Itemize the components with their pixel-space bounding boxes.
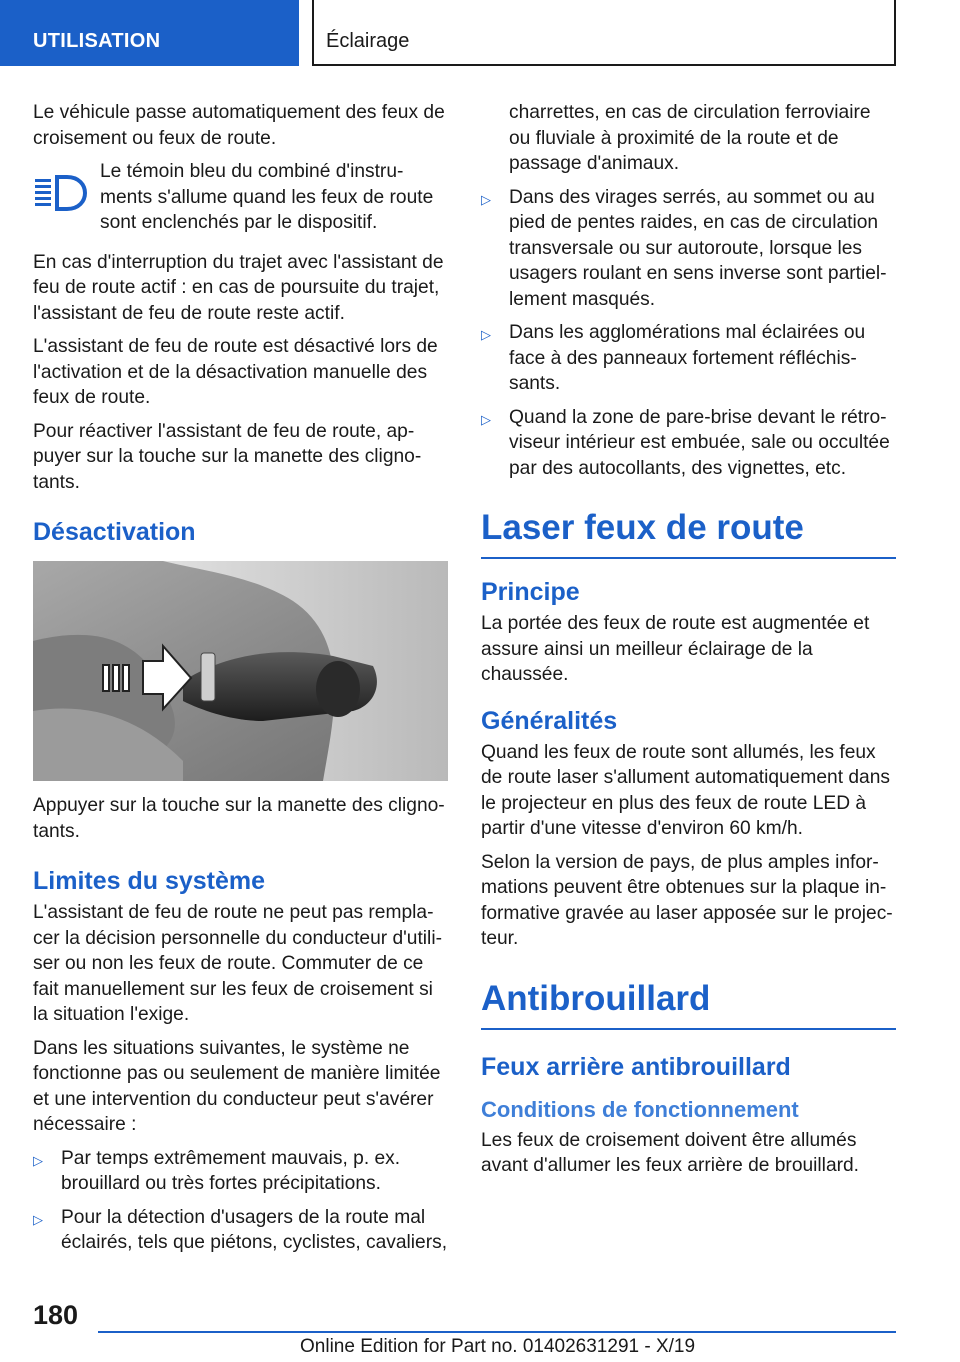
right-column: [481, 100, 896, 1187]
bullet-icon: ▷: [481, 191, 491, 207]
paragraph: Selon la version de pays, de plus amples infor-mations peuvent être obtenues sur la plaque in-formative gravée au laser apposée sur le projec-teur.: [481, 851, 893, 949]
photo-caption: Appuyer sur la touche sur la manette des cligno-tants.: [33, 795, 445, 842]
list-item: ▷ Quand la zone de pare-brise devant le rétro-viseur intérieur est embuée, sale ou occultée par des autocollants, des vignettes, etc.: [481, 405, 896, 482]
footer-edition: Online Edition for Part no. 01402631291 - X/19: [300, 1336, 696, 1357]
heading-feux-arriere: Feux arrière antibrouillard: [481, 1052, 791, 1081]
paragraph: Le véhicule passe automatiquement des feux de croisement ou feux de route.: [33, 102, 445, 149]
heading-limites: Limites du système: [33, 867, 266, 895]
paragraph: Dans les situations suivantes, le système ne fonctionne pas ou seulement de manière limitée et une intervention du conducteur peut s'avérer nécessaire :: [33, 1037, 441, 1135]
paragraph: En cas d'interruption du trajet avec l'assistant de feu de route actif : en cas de poursuite du trajet, l'assistant de feu de route reste actif.: [33, 251, 444, 324]
paragraph: La portée des feux de route est augmentée et assure ainsi un meilleur éclairage de la chaussée.: [481, 613, 870, 685]
bullet-icon: ▷: [33, 1211, 43, 1227]
page-title: Éclairage: [312, 0, 896, 66]
bullet-icon: ▷: [481, 411, 491, 427]
left-column: [33, 100, 448, 1264]
high-beam-assist-icon: [33, 173, 93, 213]
heading-conditions: Conditions de fonctionnement: [481, 1096, 799, 1122]
bullet-icon: ▷: [481, 327, 491, 342]
list-item-continued: charrettes, en cas de circulation ferroviaire ou fluviale à proximité de la route et de passage d'animaux.: [509, 102, 871, 174]
bullet-icon: ▷: [33, 1152, 43, 1168]
footer-divider: [98, 1331, 896, 1333]
heading-antibrouillard: Antibrouillard: [481, 978, 896, 1030]
paragraph: Quand les feux de route sont allumés, les feux de route laser s'allument automatiquement dans le projecteur en plus des feux de route LED à partir d'une vitesse d'environ 60 km/h.: [481, 741, 890, 839]
heading-laser: Laser feux de route: [481, 507, 896, 559]
heading-generalites: Généralités: [481, 706, 618, 735]
paragraph: Les feux de croisement doivent être allumés avant d'allumer les feux arrière de brouillard.: [481, 1129, 860, 1176]
paragraph: L'assistant de feu de route ne peut pas rempla-cer la décision personnelle du conducteur d'utili-ser ou non les feux de route. Commuter de ce fait manuellement sur les feux de croisement si la situation l'exige.: [33, 902, 442, 1025]
heading-desactivation: Désactivation: [33, 518, 196, 546]
list-item: ▷ Dans les agglomérations mal éclairées ou face à des panneaux fortement réfléchis-sants.: [481, 320, 896, 397]
indicator-text: Le témoin bleu du combiné d'instru-ments s'allume quand les feux de route sont enclenchés par le dispositif.: [100, 161, 434, 233]
paragraph: L'assistant de feu de route est désactivé lors de l'activation et de la désactivation manuelle des feux de route.: [33, 336, 438, 408]
section-tab: UTILISATION: [0, 0, 299, 66]
stalk-button-photo: [33, 561, 448, 781]
page-number: 180: [33, 1300, 79, 1330]
indicator-note: [33, 159, 448, 236]
list-item: ▷ Par temps extrêmement mauvais, p. ex. brouillard ou très fortes précipitations.: [33, 1146, 448, 1197]
paragraph: Pour réactiver l'assistant de feu de route, ap-puyer sur la touche sur la manette des cligno-tants.: [33, 420, 422, 493]
list-item: ▷ Dans des virages serrés, au sommet ou au pied de pentes raides, en cas de circulation transversale ou sur autoroute, lorsque les usagers roulant en sens inverse sont partiel-lement masqués.: [481, 185, 896, 313]
heading-principe: Principe: [481, 578, 580, 606]
list-item: ▷ Pour la détection d'usagers de la route mal éclairés, tels que piétons, cyclistes, cavaliers,: [33, 1205, 448, 1256]
